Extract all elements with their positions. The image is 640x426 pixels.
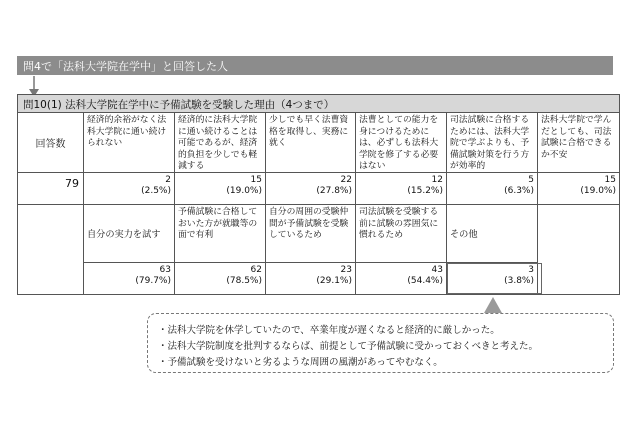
reason-value [356, 173, 447, 205]
reason-percent: (15.2%) [407, 186, 443, 196]
callout-pointer-icon [483, 296, 503, 314]
reason-value [84, 173, 175, 205]
question-title-row [18, 95, 619, 113]
reason-count: 5 [528, 175, 534, 185]
reason-label: 経済的に法科大学院に通い続けることは可能であるが、経済的負担を少しでも軽減する [175, 113, 266, 173]
reason-label: その他 [447, 205, 538, 263]
reason-percent: (29.1%) [316, 276, 352, 286]
reason-label: 経済的余裕がなく法科大学院に通い続けられない [84, 113, 175, 173]
reason-label: 法曹としての能力を身につけるためには、必ずしも法科大学院を修了する必要はない [356, 113, 447, 173]
reason-percent: (79.7%) [135, 276, 171, 286]
reason-label: 自分の周囲の受験仲間が予備試験を受験しているため [266, 205, 356, 263]
reason-percent: (3.8%) [504, 276, 534, 286]
respondent-count-header: 回答数 [18, 113, 84, 173]
reason-value [356, 263, 447, 294]
reason-value [175, 263, 266, 294]
reason-percent: (54.4%) [407, 276, 443, 286]
reason-label: 司法試験を受験する前に試験の雰囲気に慣れるため [356, 205, 447, 263]
reason-percent: (2.5%) [141, 186, 171, 196]
reason-label: 自分の実力を試す [84, 205, 175, 263]
banner-text: 問4で「法科大学院在学中」と回答した人 [23, 60, 228, 73]
reason-count: 22 [340, 175, 352, 185]
note-line: ・予備試験を受けないと劣るような周囲の風潮があってやむなく。 [158, 357, 443, 368]
reason-percent: (19.0%) [580, 186, 616, 196]
reason-value [266, 263, 356, 294]
reason-percent: (78.5%) [226, 276, 262, 286]
note-line: ・法科大学院を休学していたので、卒業年度が遅くなると経済的に厳しかった。 [158, 325, 500, 336]
reason-count: 12 [431, 175, 443, 185]
reason-label: 予備試験に合格しておいた方が就職等の面で有利 [175, 205, 266, 263]
reason-label: 司法試験に合格するためには、法科大学院で学ぶよりも、予備試験対策を行う方が効率的 [447, 113, 538, 173]
other-answer-highlight [447, 263, 542, 294]
empty-cell [538, 205, 619, 294]
empty-header-cell [18, 205, 84, 294]
reason-count: 2 [165, 175, 171, 185]
reason-count: 43 [431, 265, 443, 275]
reason-value [447, 173, 538, 205]
reason-value [538, 173, 619, 205]
reason-count: 23 [340, 265, 352, 275]
reason-count: 15 [604, 175, 616, 185]
reason-percent: (19.0%) [226, 186, 262, 196]
reason-value [175, 173, 266, 205]
reason-count: 15 [250, 175, 262, 185]
reason-percent: (6.3%) [504, 186, 534, 196]
reason-percent: (27.8%) [316, 186, 352, 196]
question-title: 問10(1) 法科大学院在学中に予備試験を受験した理由（4つまで） [23, 99, 335, 111]
reason-value [266, 173, 356, 205]
reason-count: 63 [159, 265, 171, 275]
reason-label: 法科大学院で学んだとしても、司法試験に合格できるか不安 [538, 113, 619, 173]
reason-label: 少しでも早く法曹資格を取得し、実務に就く [266, 113, 356, 173]
reason-count: 3 [528, 265, 534, 275]
respondent-filter-banner [17, 56, 613, 75]
note-line: ・法科大学院制度を批判するならば、前提として予備試験に受かっておくべきと考えた。 [158, 341, 539, 352]
reason-count: 62 [250, 265, 262, 275]
other-answers-callout [147, 313, 614, 373]
reason-value [84, 263, 175, 294]
respondent-count-value: 79 [18, 173, 84, 205]
